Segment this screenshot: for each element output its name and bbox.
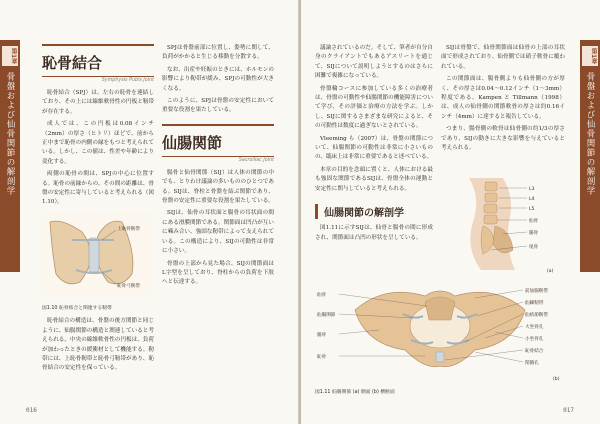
right-column-1 bbox=[315, 44, 433, 246]
paragraph: 図1.11に示すSIJは、仙骨と腸骨の間に形成され、関節面は凸凹の形状を呈している。 bbox=[315, 225, 433, 241]
section-title: 恥骨結合 bbox=[42, 54, 103, 72]
label-superior-ligament: 上恥骨靭帯 bbox=[117, 226, 140, 232]
label-ilium: 腸骨 bbox=[529, 231, 539, 236]
chapter-tab-right bbox=[580, 40, 600, 272]
label-coccyx: 尾骨 bbox=[529, 245, 539, 250]
section-title: 仙腸関節 bbox=[162, 133, 223, 152]
label-l5: L5 bbox=[529, 207, 535, 212]
paragraph: 恥骨結合（SPJ）は、左右の恥骨を連結しており、その上には線維軟骨性の円板と靭帯が存在する。 bbox=[42, 90, 154, 115]
label-l3: L3 bbox=[529, 187, 535, 192]
label-right-1: 前仙腸靭帯 bbox=[525, 289, 548, 294]
paragraph: SIJは骨盤で、仙骨関節面は仙骨の上部の耳状面で形成されており、仙骨側では硝子軟骨に覆われている。 bbox=[441, 45, 565, 70]
heading-rule bbox=[162, 124, 274, 126]
paragraph: 腸骨と仙骨関節（SIJ）は人体の関節の中でも、とりわけ議論の多いもののひとつである。SIJは、脊柱と骨盤を結ぶ関節であり、骨盤の安定性に重要な役割を果たしている。 bbox=[162, 169, 274, 205]
label-right-3: 仙結節靭帯 bbox=[525, 313, 548, 318]
label-ilium-b: 腸骨 bbox=[317, 333, 327, 338]
figure-1-11a-illustration bbox=[451, 178, 561, 276]
paragraph: SIJは、仙骨の耳状面と腸骨の耳状面の間にある滑膜関節である。関節面は凹凸が互いに噛み合い、強固な靭帯によって支えられている。この構造により、SIJの可動性は非常に小さい。 bbox=[162, 210, 274, 255]
paragraph: 恥骨結合の構造は、骨盤の後方関節と同じように、仙腸関節の構造と関連していると考えられる。中央の線維軟骨性の円板は、負荷が加わったときの緩衝材として機能する。靭帯には、上恥骨靭帯と恥骨弓靭帯があり、恥骨結合の安定性を保っている。 bbox=[42, 318, 154, 372]
paragraph: 両側の恥骨の間は、SPJの中心に位置する。恥骨の前縁からの、その間の距離は、骨盤の安定性に寄与していると考えられる（図1.10）。 bbox=[42, 171, 154, 206]
paragraph: 骨盤の上部から見た場合、SIJの関節面はL字型を呈しており、脊柱からの負荷を下肢へと伝達する。 bbox=[162, 260, 274, 286]
label-sacrum: 仙骨 bbox=[529, 219, 539, 224]
section-subtitle: Symphysis Pubis Joint bbox=[101, 78, 154, 83]
chapter-number: 第1章 bbox=[2, 46, 18, 66]
label-si-joint-b: 仙腸関節 bbox=[317, 313, 336, 318]
figure-caption: 図1.10 恥骨結合と関連する靭帯 bbox=[42, 306, 112, 312]
paragraph: 本章の目的を念頭に置くと、人体における最も強固な関節であるSIJは、骨盤全体の運動と安定性に関与していると考えられる。 bbox=[315, 166, 433, 192]
figure-tag-a: (a) bbox=[547, 269, 554, 274]
chapter-tab-left bbox=[0, 40, 20, 272]
figure-1-11b-illustration bbox=[315, 280, 565, 384]
section-subtitle: Sacroiliac Joint bbox=[238, 157, 274, 163]
label-right-6: 恥骨結合 bbox=[525, 349, 544, 354]
chapter-number: 第1章 bbox=[582, 46, 598, 66]
label-pubis-b: 恥骨 bbox=[317, 355, 327, 360]
paragraph: この関節面は、腸骨側よりも仙骨側の方が厚く、その厚さは0.04〜0.12インチ（1〜3mm）程度である。Kampen と Tillmann（1998）は、成人の仙骨側の関節軟骨の厚さは約0.16インチ（4mm）に達すると報告している。 bbox=[441, 76, 565, 120]
heading-rule bbox=[42, 44, 154, 46]
label-right-4: 大坐骨孔 bbox=[525, 325, 544, 330]
label-right-7: 閉鎖孔 bbox=[525, 361, 539, 366]
heading-rule bbox=[42, 76, 154, 77]
page-number: 016 bbox=[26, 407, 37, 414]
label-sacrum-b: 仙骨 bbox=[317, 293, 327, 298]
label-l4: L4 bbox=[529, 197, 535, 202]
paragraph: Vleeming ら（2007）は、骨盤の関節について、仙腸関節の可動性は非常に小さいものの、臨床上は非常に重要であると述べている。 bbox=[315, 135, 433, 161]
pubic-symphysis-illustration bbox=[42, 212, 154, 298]
right-column-2 bbox=[441, 44, 565, 156]
paragraph: 議論されているのだ。そして、筆者が自分自身のクライアントでもあるアスリートを通じて、SIJについて説明しようとするのはさらに困難で複雑になっている。 bbox=[315, 45, 433, 80]
label-arcuate-ligament: 恥骨弓靭帯 bbox=[117, 283, 140, 289]
figure-1-10 bbox=[42, 212, 154, 311]
right-page bbox=[301, 0, 600, 424]
paragraph: SPJは骨盤前部に位置し、姿勢に関して、負荷がかかると生じる移動を分散する。 bbox=[162, 45, 274, 61]
section-heading-sacroiliac bbox=[162, 124, 274, 163]
paragraph: このように、SPJは骨盤の安定性において重要な役割を果たしている。 bbox=[162, 98, 274, 114]
paragraph: つまり、腸骨側の軟骨は仙骨側の約1/3の厚さであり、SIJの動きに大きな影響を与えていると考えられる。 bbox=[441, 126, 565, 152]
label-right-5: 小坐骨孔 bbox=[525, 337, 544, 342]
heading-rule bbox=[162, 156, 274, 157]
figure-tag-b: (b) bbox=[553, 377, 560, 382]
section-heading-symphysis bbox=[42, 44, 154, 83]
paragraph: なお、出産や妊娠のときには、ホルモンの影響により靭帯が緩み、SPJの可動性が大きくなる。 bbox=[162, 66, 274, 92]
figure-caption: 図1.11 仙腸関節 (a) 側面 (b) 横断面 bbox=[315, 390, 395, 395]
page-number: 017 bbox=[563, 407, 574, 414]
left-page bbox=[0, 0, 299, 424]
left-column-2 bbox=[162, 44, 274, 291]
left-column-1 bbox=[42, 44, 154, 377]
subsection-title: 仙腸関節の解剖学 bbox=[315, 204, 433, 219]
paragraph: 骨盤輪コースに参加している多くの治療者は、骨盤の可動性や仙腸関節の機能障害について学び、その評価と治療の方法を学ぶ。しかし、SIJに関するさまざまな研究によると、その可動性は数度に過ぎないとされている。 bbox=[315, 85, 433, 130]
chapter-title: 骨盤および仙骨関節の解剖学 bbox=[585, 72, 595, 196]
label-right-2: 仙棘靭帯 bbox=[525, 301, 544, 306]
paragraph: 成人では、この円板は0.08インチ（2mm）の厚さ（ヒトリ）ほどで、前から正中まで恥骨の内側の縁をもつと考えられている。しかし、この値は、性差や年齢により変化する。 bbox=[42, 121, 154, 165]
chapter-title: 骨盤および仙骨関節の解剖学 bbox=[5, 72, 15, 196]
